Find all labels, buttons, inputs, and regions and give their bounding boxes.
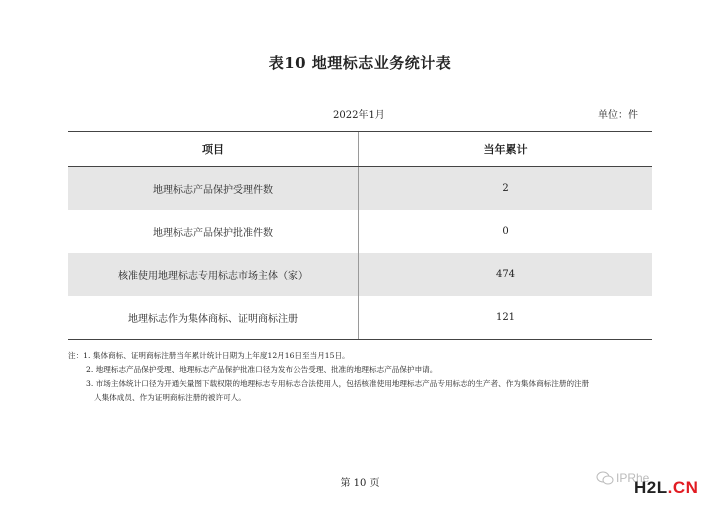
- row-item: 核准使用地理标志专用标志市场主体（家）: [68, 253, 359, 296]
- header-item: 项目: [68, 132, 359, 166]
- table-header-row: [68, 132, 652, 167]
- note-3-cont: 人集体成员、作为证明商标注册的被许可人。: [94, 393, 246, 402]
- row-item: 地理标志产品保护批准件数: [68, 210, 359, 253]
- note-2: 2. 地理标志产品保护受理、地理标志产品保护批准口径为发布公告受理、批准的地理标志产品保护申请。: [86, 365, 438, 374]
- row-item: 地理标志产品保护受理件数: [68, 167, 359, 210]
- note-3: 3. 市场主体统计口径为开通矢量图下载权限的地理标志专用标志合法使用人，包括核准使用地理标志产品专用标志的生产者、作为集体商标注册的注册: [86, 379, 590, 388]
- table-row: [68, 296, 652, 339]
- table-row: [68, 253, 652, 296]
- watermark-text: IPRhe: [616, 471, 650, 485]
- logo-part-2: .CN: [667, 478, 699, 497]
- row-value: 2: [502, 183, 509, 194]
- wechat-icon: [596, 471, 614, 485]
- unit-label: 单位：件: [598, 110, 638, 121]
- table-row: [68, 210, 652, 253]
- logo-part-1: H2L: [634, 478, 668, 497]
- row-value: 121: [495, 312, 516, 323]
- table-row: [68, 167, 652, 210]
- report-date: 2022年1月: [333, 110, 385, 121]
- row-item: 地理标志作为集体商标、证明商标注册: [68, 296, 359, 339]
- statistics-table: [68, 131, 652, 340]
- page-number: 第 10 页: [340, 478, 380, 489]
- table-title: 表10 地理标志业务统计表: [268, 54, 452, 72]
- note-1: 注：1. 集体商标、证明商标注册当年累计统计日期为上年度12月16日至当月15日。: [68, 351, 350, 360]
- row-value: 474: [495, 269, 516, 280]
- row-value: 0: [502, 226, 509, 237]
- footnotes: [68, 349, 658, 405]
- site-logo: [634, 478, 698, 498]
- header-cumulative: 当年累计: [483, 143, 528, 156]
